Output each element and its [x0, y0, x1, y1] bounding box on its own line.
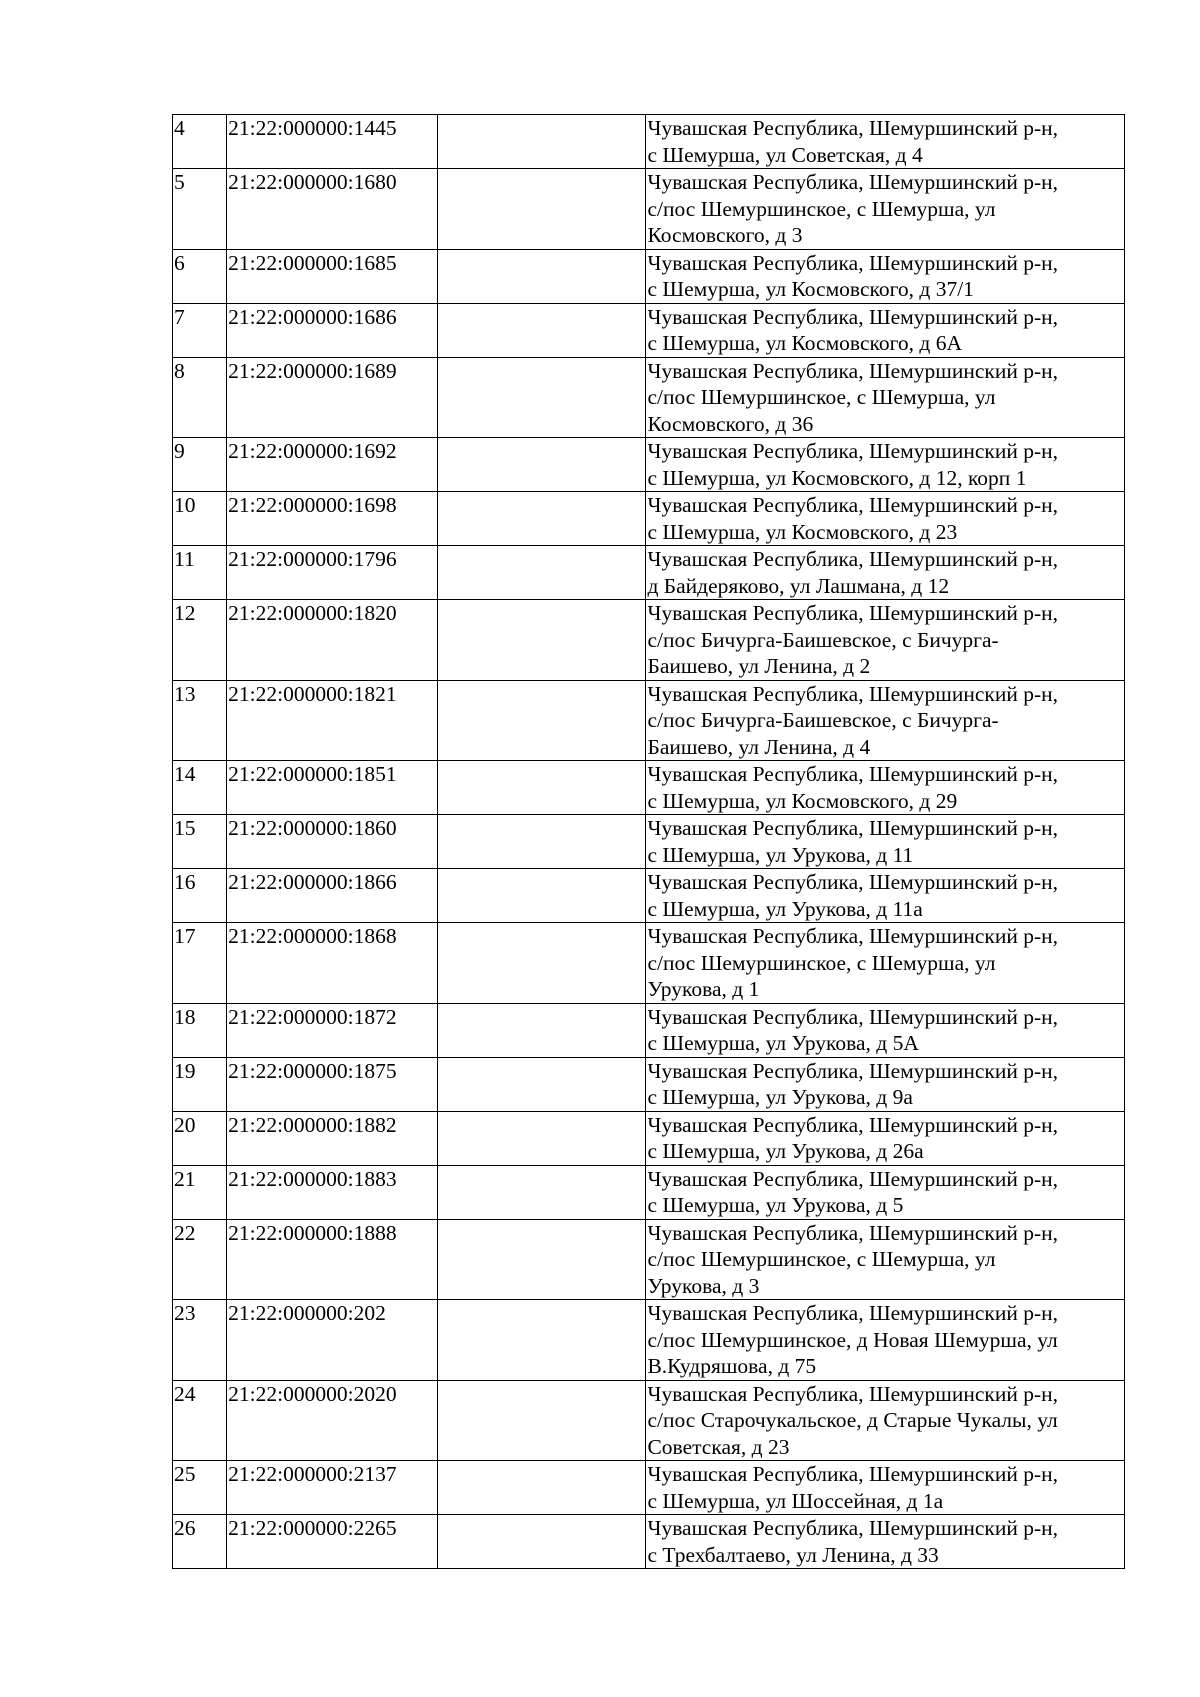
address-line: Чувашская Республика, Шемуршинский р-н, [647, 762, 1059, 786]
address-cell [646, 1300, 1125, 1381]
cadastral-number-cell: 21:22:000000:1820 [227, 600, 438, 681]
cadastral-number-cell: 21:22:000000:2020 [227, 1380, 438, 1461]
row-number-cell: 19 [173, 1057, 227, 1111]
table-row [173, 357, 1125, 438]
address-cell [646, 492, 1125, 546]
row-number-cell: 10 [173, 492, 227, 546]
cadastral-number-cell: 21:22:000000:1698 [227, 492, 438, 546]
address-line: Чувашская Республика, Шемуршинский р-н, [647, 681, 1059, 706]
row-number-cell: 12 [173, 600, 227, 681]
cadastral-number-cell: 21:22:000000:1883 [227, 1165, 438, 1219]
row-number-cell: 21 [173, 1165, 227, 1219]
address-line: с Шемурша, ул Советская, д 4 [647, 142, 923, 167]
address-line: с Шемурша, ул Космовского, д 29 [647, 788, 958, 813]
address-cell [646, 1111, 1125, 1165]
address-cell [646, 1219, 1125, 1300]
cadastral-number-cell: 21:22:000000:1796 [227, 546, 438, 600]
address-line: с Шемурша, ул Космовского, д 23 [647, 519, 958, 544]
address-cell [646, 438, 1125, 492]
address-line: с Трехбалтаево, ул Ленина, д 33 [647, 1542, 939, 1567]
table-row [173, 815, 1125, 869]
cadastral-number-cell: 21:22:000000:1821 [227, 680, 438, 761]
address-line: с Шемурша, ул Шоссейная, д 1а [647, 1488, 944, 1513]
address-line: Баишево, ул Ленина, д 4 [647, 734, 871, 759]
cadastral-number-cell: 21:22:000000:1872 [227, 1003, 438, 1057]
empty-cell [437, 303, 646, 357]
empty-cell [437, 1461, 646, 1515]
row-number-cell: 18 [173, 1003, 227, 1057]
cadastral-number-cell: 21:22:000000:1851 [227, 761, 438, 815]
address-line: Чувашская Республика, Шемуршинский р-н, [647, 170, 1059, 194]
address-cell [646, 115, 1125, 169]
empty-cell [437, 492, 646, 546]
cadastral-number-cell: 21:22:000000:1888 [227, 1219, 438, 1300]
empty-cell [437, 438, 646, 492]
empty-cell [437, 923, 646, 1004]
cadastral-number-cell: 21:22:000000:1866 [227, 869, 438, 923]
address-line: Чувашская Республика, Шемуршинский р-н, [647, 1004, 1059, 1029]
address-cell [646, 1461, 1125, 1515]
address-line: Баишево, ул Ленина, д 2 [647, 654, 871, 678]
empty-cell [437, 1111, 646, 1165]
address-line: Чувашская Республика, Шемуршинский р-н, [647, 1381, 1059, 1406]
address-line: Чувашская Республика, Шемуршинский р-н, [647, 1058, 1059, 1083]
address-line: В.Кудряшова, д 75 [647, 1354, 817, 1378]
cadastral-number-cell: 21:22:000000:1882 [227, 1111, 438, 1165]
row-number-cell: 23 [173, 1300, 227, 1381]
row-number-cell: 4 [173, 115, 227, 169]
address-line: Советская, д 23 [647, 1434, 790, 1459]
row-number-cell: 6 [173, 249, 227, 303]
cadastral-number-cell: 21:22:000000:1445 [227, 115, 438, 169]
cadastral-number-cell: 21:22:000000:202 [227, 1300, 438, 1381]
row-number-cell: 17 [173, 923, 227, 1004]
empty-cell [437, 249, 646, 303]
cadastral-number-cell: 21:22:000000:1689 [227, 357, 438, 438]
address-cell [646, 249, 1125, 303]
empty-cell [437, 1219, 646, 1300]
address-line: Чувашская Республика, Шемуршинский р-н, [647, 1301, 1059, 1325]
address-line: с Шемурша, ул Урукова, д 11а [647, 896, 923, 921]
address-line: с Шемурша, ул Космовского, д 12, корп 1 [647, 465, 1027, 490]
address-line: Урукова, д 1 [647, 977, 760, 1001]
address-line: с Шемурша, ул Урукова, д 9а [647, 1085, 913, 1109]
table-row [173, 600, 1125, 681]
cadastral-number-cell: 21:22:000000:2137 [227, 1461, 438, 1515]
address-line: Урукова, д 3 [647, 1273, 760, 1298]
address-cell [646, 1057, 1125, 1111]
empty-cell [437, 761, 646, 815]
table-row [173, 303, 1125, 357]
table-row [173, 546, 1125, 600]
empty-cell [437, 1165, 646, 1219]
table-row [173, 115, 1125, 169]
table-row [173, 249, 1125, 303]
address-line: Чувашская Республика, Шемуршинский р-н, [647, 116, 1059, 140]
empty-cell [437, 169, 646, 250]
row-number-cell: 9 [173, 438, 227, 492]
table-row [173, 1057, 1125, 1111]
address-line: с Шемурша, ул Урукова, д 11 [647, 842, 914, 867]
address-cell [646, 1380, 1125, 1461]
address-cell [646, 923, 1125, 1004]
table-row [173, 438, 1125, 492]
table-row [173, 1515, 1125, 1569]
address-line: Чувашская Республика, Шемуршинский р-н, [647, 601, 1059, 625]
address-line: с Шемурша, ул Урукова, д 26а [647, 1139, 924, 1163]
table-row [173, 1165, 1125, 1219]
address-line: Чувашская Республика, Шемуршинский р-н, [647, 870, 1059, 894]
address-line: с/пос Шемуршинское, с Шемурша, ул [647, 196, 996, 221]
table-body [173, 115, 1125, 1569]
address-line: Чувашская Республика, Шемуршинский р-н, [647, 1462, 1059, 1486]
address-cell [646, 303, 1125, 357]
empty-cell [437, 546, 646, 600]
address-line: с/пос Шемуршинское, с Шемурша, ул [647, 1247, 996, 1271]
row-number-cell: 24 [173, 1380, 227, 1461]
table-row [173, 1461, 1125, 1515]
empty-cell [437, 1057, 646, 1111]
table-row [173, 169, 1125, 250]
row-number-cell: 25 [173, 1461, 227, 1515]
row-number-cell: 16 [173, 869, 227, 923]
address-cell [646, 169, 1125, 250]
table-row [173, 1380, 1125, 1461]
cadastral-number-cell: 21:22:000000:2265 [227, 1515, 438, 1569]
table-row [173, 1003, 1125, 1057]
address-line: Космовского, д 36 [647, 411, 814, 436]
cadastral-number-cell: 21:22:000000:1680 [227, 169, 438, 250]
address-line: с Шемурша, ул Космовского, д 6А [647, 331, 962, 355]
table-row [173, 680, 1125, 761]
table-row [173, 923, 1125, 1004]
row-number-cell: 5 [173, 169, 227, 250]
cadastral-number-cell: 21:22:000000:1860 [227, 815, 438, 869]
address-line: Чувашская Республика, Шемуршинский р-н, [647, 439, 1059, 463]
address-line: с/пос Шемуршинское, д Новая Шемурша, ул [647, 1327, 1058, 1352]
address-line: Чувашская Республика, Шемуршинский р-н, [647, 1112, 1059, 1137]
empty-cell [437, 1515, 646, 1569]
row-number-cell: 8 [173, 357, 227, 438]
address-line: с Шемурша, ул Урукова, д 5 [647, 1193, 904, 1217]
row-number-cell: 14 [173, 761, 227, 815]
cadastral-number-cell: 21:22:000000:1686 [227, 303, 438, 357]
empty-cell [437, 1380, 646, 1461]
address-line: д Байдеряково, ул Лашмана, д 12 [647, 573, 950, 598]
cadastral-number-cell: 21:22:000000:1868 [227, 923, 438, 1004]
empty-cell [437, 680, 646, 761]
row-number-cell: 15 [173, 815, 227, 869]
address-line: Чувашская Республика, Шемуршинский р-н, [647, 1166, 1059, 1191]
address-line: с/пос Старочукальское, д Старые Чукалы, ул [647, 1408, 1058, 1432]
address-cell [646, 680, 1125, 761]
row-number-cell: 26 [173, 1515, 227, 1569]
address-cell [646, 869, 1125, 923]
address-line: Чувашская Республика, Шемуршинский р-н, [647, 358, 1059, 383]
address-line: Чувашская Республика, Шемуршинский р-н, [647, 1220, 1059, 1245]
address-cell [646, 546, 1125, 600]
address-line: с/пос Бичурга-Баишевское, с Бичурга- [647, 627, 999, 652]
row-number-cell: 13 [173, 680, 227, 761]
address-line: Чувашская Республика, Шемуршинский р-н, [647, 547, 1059, 571]
table-row [173, 492, 1125, 546]
table-row [173, 1111, 1125, 1165]
property-table [172, 114, 1125, 1569]
address-cell [646, 761, 1125, 815]
table-row [173, 1300, 1125, 1381]
empty-cell [437, 1003, 646, 1057]
address-line: Чувашская Республика, Шемуршинский р-н, [647, 493, 1059, 517]
table-row [173, 869, 1125, 923]
address-cell [646, 1003, 1125, 1057]
cadastral-number-cell: 21:22:000000:1685 [227, 249, 438, 303]
address-line: с Шемурша, ул Урукова, д 5А [647, 1031, 919, 1055]
row-number-cell: 11 [173, 546, 227, 600]
address-cell [646, 600, 1125, 681]
empty-cell [437, 869, 646, 923]
row-number-cell: 20 [173, 1111, 227, 1165]
cadastral-number-cell: 21:22:000000:1875 [227, 1057, 438, 1111]
address-line: Чувашская Республика, Шемуршинский р-н, [647, 1516, 1059, 1540]
empty-cell [437, 115, 646, 169]
address-line: Космовского, д 3 [647, 223, 803, 247]
address-line: Чувашская Республика, Шемуршинский р-н, [647, 816, 1059, 840]
empty-cell [437, 600, 646, 681]
address-cell [646, 357, 1125, 438]
address-cell [646, 1515, 1125, 1569]
address-line: Чувашская Республика, Шемуршинский р-н, [647, 924, 1059, 948]
address-cell [646, 1165, 1125, 1219]
row-number-cell: 22 [173, 1219, 227, 1300]
address-line: Чувашская Республика, Шемуршинский р-н, [647, 250, 1059, 275]
address-line: с Шемурша, ул Космовского, д 37/1 [647, 277, 974, 301]
row-number-cell: 7 [173, 303, 227, 357]
empty-cell [437, 1300, 646, 1381]
table-row [173, 1219, 1125, 1300]
address-cell [646, 815, 1125, 869]
empty-cell [437, 815, 646, 869]
table-row [173, 761, 1125, 815]
address-line: с/пос Шемуршинское, с Шемурша, ул [647, 950, 996, 975]
address-line: с/пос Бичурга-Баишевское, с Бичурга- [647, 708, 999, 732]
address-line: с/пос Шемуршинское, с Шемурша, ул [647, 385, 996, 409]
empty-cell [437, 357, 646, 438]
cadastral-number-cell: 21:22:000000:1692 [227, 438, 438, 492]
address-line: Чувашская Республика, Шемуршинский р-н, [647, 304, 1059, 329]
